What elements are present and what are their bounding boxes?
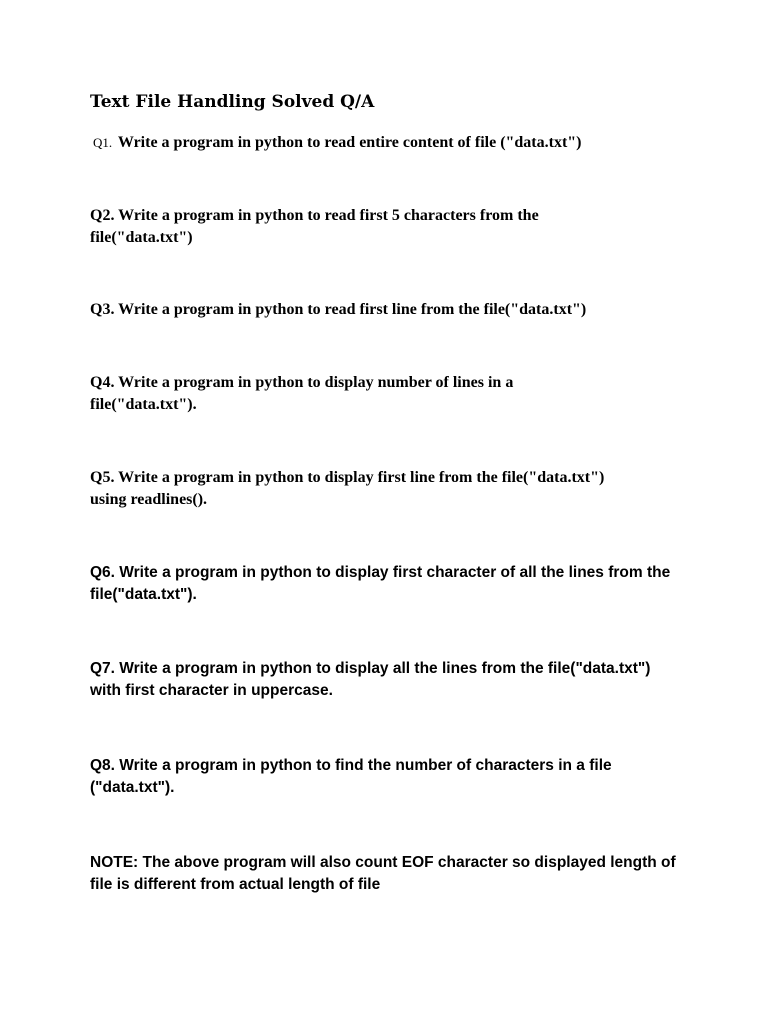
document-title: Text File Handling Solved Q/A (90, 92, 375, 112)
question-2 (90, 205, 680, 249)
question-1 (90, 132, 680, 154)
note-line: file is different from actual length of file (90, 876, 381, 893)
question-line: with first character in uppercase. (90, 682, 333, 699)
note-line: NOTE: The above program will also count EOF character so displayed length of (90, 854, 676, 871)
question-8 (90, 755, 680, 799)
question-line: ("data.txt"). (90, 779, 175, 796)
question-line: Q6. Write a program in python to display first character of all the lines from the (90, 564, 671, 581)
question-7 (90, 658, 680, 702)
question-line: Q2. Write a program in python to read first 5 characters from the (90, 207, 539, 224)
question-line: Q8. Write a program in python to find the number of characters in a file (90, 757, 612, 774)
question-line: file("data.txt") (90, 229, 193, 246)
question-line: Q5. Write a program in python to display first line from the file("data.txt") (90, 469, 605, 486)
question-6 (90, 562, 680, 606)
question-line: file("data.txt"). (90, 396, 197, 413)
question-3 (90, 299, 680, 321)
question-line: Q7. Write a program in python to display all the lines from the file("data.txt") (90, 660, 651, 677)
note (90, 852, 680, 896)
question-text: Write a program in python to read entire content of file ("data.txt") (117, 134, 582, 151)
question-line: file("data.txt"). (90, 586, 197, 603)
question-5 (90, 467, 680, 511)
question-line: using readlines(). (90, 491, 208, 508)
question-line: Q4. Write a program in python to display number of lines in a (90, 374, 514, 391)
question-line: Q3. Write a program in python to read first line from the file("data.txt") (90, 301, 587, 318)
question-4 (90, 372, 680, 416)
question-number: Q1. (93, 135, 113, 150)
